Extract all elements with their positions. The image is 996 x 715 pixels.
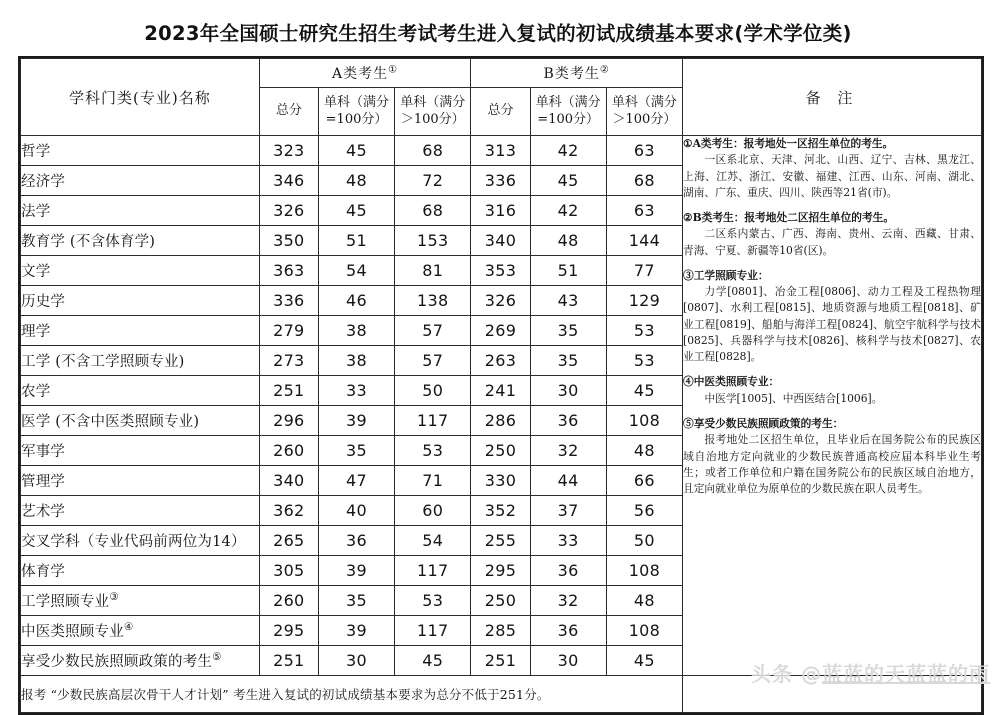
score-requirements-table — [20, 58, 982, 713]
cell-subject — [21, 376, 260, 406]
cell-b-single-eq100: 35 — [530, 346, 606, 376]
note-body: 一区系北京、天津、河北、山西、辽宁、吉林、黑龙江、上海、江苏、浙江、安徽、福建、江西、山东、河南、湖北、湖南、广东、重庆、四川、陕西等21省(市)。 — [683, 153, 981, 199]
cell-b-single-eq100: 30 — [530, 376, 606, 406]
header-subject-name: 学科门类(专业)名称 — [21, 59, 260, 136]
note-heading: ⑤享受少数民族照顾政策的考生： — [683, 416, 844, 430]
cell-a-single-eq100: 45 — [318, 196, 394, 226]
cell-subject — [21, 436, 260, 466]
cell-b-single-gt100: 56 — [606, 496, 682, 526]
cell-a-total: 296 — [259, 406, 318, 436]
cell-a-single-gt100: 138 — [395, 286, 471, 316]
subject-label: 理学 — [21, 324, 51, 340]
note-body: 二区系内蒙古、广西、海南、贵州、云南、西藏、甘肃、青海、宁夏、新疆等10省(区)。 — [683, 227, 981, 257]
cell-a-total: 273 — [259, 346, 318, 376]
cell-b-total: 255 — [471, 526, 530, 556]
subject-superscript: ③ — [109, 591, 119, 604]
cell-b-single-eq100: 42 — [530, 196, 606, 226]
note-heading: ③工学照顾专业： — [683, 268, 769, 282]
cell-a-total: 362 — [259, 496, 318, 526]
cell-a-single-eq100: 35 — [318, 436, 394, 466]
subject-label: 哲学 — [21, 144, 51, 160]
header-a-single-gt100-line1: 单科（满分 — [400, 95, 466, 111]
cell-b-single-eq100: 48 — [530, 226, 606, 256]
cell-a-single-gt100: 72 — [395, 166, 471, 196]
cell-b-single-eq100: 35 — [530, 316, 606, 346]
note-block — [683, 374, 981, 407]
subject-label: 中医类照顾专业 — [21, 624, 124, 640]
cell-b-single-gt100: 63 — [606, 136, 682, 166]
cell-b-total: 263 — [471, 346, 530, 376]
header-a-single-eq100 — [318, 88, 394, 136]
cell-a-single-eq100: 47 — [318, 466, 394, 496]
cell-b-total: 326 — [471, 286, 530, 316]
cell-subject — [21, 586, 260, 616]
cell-b-total: 313 — [471, 136, 530, 166]
cell-b-total: 295 — [471, 556, 530, 586]
watermark-handle: 蓝蓝的天蓝蓝的雨 — [822, 662, 990, 686]
cell-a-single-gt100: 60 — [395, 496, 471, 526]
header-b-single-eq100-line1: 单科（满分 — [535, 95, 601, 111]
cell-b-single-gt100: 108 — [606, 556, 682, 586]
header-remarks: 备 注 — [683, 59, 982, 136]
cell-b-single-eq100: 32 — [530, 586, 606, 616]
cell-b-single-gt100: 108 — [606, 616, 682, 646]
cell-subject — [21, 256, 260, 286]
cell-b-single-eq100: 37 — [530, 496, 606, 526]
cell-b-single-eq100: 33 — [530, 526, 606, 556]
table-header-row-groups — [21, 59, 982, 88]
cell-a-total: 251 — [259, 376, 318, 406]
cell-a-single-eq100: 30 — [318, 646, 394, 676]
cell-b-total: 250 — [471, 436, 530, 466]
cell-a-single-eq100: 45 — [318, 136, 394, 166]
subject-label: 体育学 — [21, 564, 66, 580]
header-a-single-gt100-line2: ＞100分） — [400, 111, 465, 127]
cell-b-single-eq100: 32 — [530, 436, 606, 466]
cell-subject — [21, 286, 260, 316]
cell-a-single-eq100: 54 — [318, 256, 394, 286]
cell-a-single-gt100: 117 — [395, 406, 471, 436]
header-b-single-eq100 — [530, 88, 606, 136]
cell-b-total: 241 — [471, 376, 530, 406]
table-body — [21, 136, 982, 676]
cell-a-single-eq100: 38 — [318, 316, 394, 346]
cell-b-single-gt100: 63 — [606, 196, 682, 226]
cell-a-single-gt100: 68 — [395, 136, 471, 166]
cell-a-single-gt100: 117 — [395, 616, 471, 646]
cell-a-single-gt100: 45 — [395, 646, 471, 676]
cell-a-single-eq100: 39 — [318, 406, 394, 436]
cell-b-total: 352 — [471, 496, 530, 526]
cell-a-total: 326 — [259, 196, 318, 226]
cell-a-total: 350 — [259, 226, 318, 256]
footer-note: 报考 “少数民族高层次骨干人才计划” 考生进入复试的初试成绩基本要求为总分不低于251分。 — [21, 676, 683, 713]
cell-a-total: 305 — [259, 556, 318, 586]
cell-b-total: 340 — [471, 226, 530, 256]
cell-a-single-eq100: 51 — [318, 226, 394, 256]
header-b-single-gt100 — [606, 88, 682, 136]
cell-a-single-gt100: 71 — [395, 466, 471, 496]
cell-b-single-eq100: 45 — [530, 166, 606, 196]
cell-a-total: 251 — [259, 646, 318, 676]
cell-a-single-gt100: 50 — [395, 376, 471, 406]
subject-label: 医学 (不含中医类照顾专业) — [21, 414, 200, 430]
cell-a-single-gt100: 53 — [395, 436, 471, 466]
cell-subject — [21, 526, 260, 556]
header-a-total: 总分 — [259, 88, 318, 136]
cell-b-single-gt100: 108 — [606, 406, 682, 436]
cell-b-single-gt100: 48 — [606, 586, 682, 616]
cell-b-total: 251 — [471, 646, 530, 676]
footer-spacer-cell — [683, 676, 982, 713]
cell-a-total: 346 — [259, 166, 318, 196]
table-header — [21, 59, 982, 136]
cell-a-total: 336 — [259, 286, 318, 316]
cell-b-single-gt100: 53 — [606, 346, 682, 376]
note-block — [683, 136, 981, 201]
header-group-b-superscript: ② — [599, 64, 610, 76]
cell-b-single-gt100: 144 — [606, 226, 682, 256]
cell-b-single-eq100: 36 — [530, 616, 606, 646]
cell-a-single-gt100: 53 — [395, 586, 471, 616]
cell-subject — [21, 136, 260, 166]
cell-a-single-eq100: 39 — [318, 616, 394, 646]
cell-a-total: 295 — [259, 616, 318, 646]
note-block — [683, 268, 981, 366]
subject-label: 教育学 (不含体育学) — [21, 234, 156, 250]
cell-b-single-eq100: 43 — [530, 286, 606, 316]
cell-a-total: 340 — [259, 466, 318, 496]
cell-b-total: 316 — [471, 196, 530, 226]
header-group-b — [471, 59, 683, 88]
cell-a-single-gt100: 153 — [395, 226, 471, 256]
watermark-prefix: 头条 @ — [751, 662, 822, 686]
cell-subject — [21, 196, 260, 226]
cell-b-single-eq100: 36 — [530, 556, 606, 586]
subject-label: 法学 — [21, 204, 51, 220]
cell-a-total: 265 — [259, 526, 318, 556]
cell-a-single-gt100: 81 — [395, 256, 471, 286]
header-group-a — [259, 59, 471, 88]
subject-label: 交叉学科（专业代码前两位为14） — [21, 534, 246, 550]
header-b-total: 总分 — [471, 88, 530, 136]
header-a-single-eq100-line2: =100分） — [325, 111, 388, 127]
cell-a-single-gt100: 117 — [395, 556, 471, 586]
cell-a-single-eq100: 36 — [318, 526, 394, 556]
subject-label: 军事学 — [21, 444, 66, 460]
note-block — [683, 210, 981, 259]
cell-b-single-gt100: 68 — [606, 166, 682, 196]
cell-subject — [21, 316, 260, 346]
cell-a-total: 260 — [259, 586, 318, 616]
cell-a-single-eq100: 38 — [318, 346, 394, 376]
cell-a-single-gt100: 54 — [395, 526, 471, 556]
note-heading: ①A类考生：报考地处一区招生单位的考生。 — [683, 137, 894, 150]
cell-subject — [21, 166, 260, 196]
cell-a-single-eq100: 48 — [318, 166, 394, 196]
cell-subject — [21, 406, 260, 436]
cell-b-single-gt100: 50 — [606, 526, 682, 556]
cell-b-single-eq100: 30 — [530, 646, 606, 676]
cell-a-single-gt100: 57 — [395, 316, 471, 346]
cell-b-total: 285 — [471, 616, 530, 646]
subject-label: 管理学 — [21, 474, 66, 490]
table-footer — [21, 676, 982, 713]
header-b-single-gt100-line2: ＞100分） — [612, 111, 677, 127]
header-a-single-gt100 — [395, 88, 471, 136]
subject-label: 工学 (不含工学照顾专业) — [21, 354, 185, 370]
cell-a-single-eq100: 40 — [318, 496, 394, 526]
cell-b-single-gt100: 48 — [606, 436, 682, 466]
cell-subject — [21, 466, 260, 496]
score-requirements-table-container — [18, 56, 984, 715]
footer-row — [21, 676, 982, 713]
cell-b-total: 250 — [471, 586, 530, 616]
note-block — [683, 416, 981, 497]
note-heading: ④中医类照顾专业： — [683, 375, 780, 389]
cell-b-single-gt100: 45 — [606, 376, 682, 406]
header-group-b-label: B类考生 — [543, 66, 600, 82]
subject-label: 工学照顾专业 — [21, 594, 110, 610]
notes-cell — [683, 136, 982, 676]
cell-b-single-eq100: 36 — [530, 406, 606, 436]
header-b-single-eq100-line2: =100分） — [537, 111, 600, 127]
cell-a-total: 323 — [259, 136, 318, 166]
cell-b-single-eq100: 44 — [530, 466, 606, 496]
cell-subject — [21, 646, 260, 676]
cell-subject — [21, 616, 260, 646]
cell-a-single-eq100: 39 — [318, 556, 394, 586]
cell-b-single-eq100: 51 — [530, 256, 606, 286]
note-body: 中医学[1005]、中西医结合[1006]。 — [704, 391, 883, 405]
subject-superscript: ④ — [123, 621, 134, 634]
cell-a-single-eq100: 35 — [318, 586, 394, 616]
subject-superscript: ⑤ — [212, 651, 222, 664]
note-body: 力学[0801]、冶金工程[0806]、动力工程及工程热物理[0807]、水利工程[0815]、地质资源与地质工程[0818]、矿业工程[0819]、船舶与海洋工程[0824]、航空宇航科学与技术[0825]、兵器科学与技术[0826]、核科学与技术[0827]、农业工程[0828]。 — [683, 285, 981, 364]
cell-b-total: 336 — [471, 166, 530, 196]
subject-label: 历史学 — [21, 294, 66, 310]
cell-b-single-gt100: 53 — [606, 316, 682, 346]
cell-subject — [21, 226, 260, 256]
subject-label: 农学 — [21, 384, 51, 400]
cell-b-single-gt100: 129 — [606, 286, 682, 316]
cell-a-single-gt100: 57 — [395, 346, 471, 376]
cell-b-single-eq100: 42 — [530, 136, 606, 166]
cell-subject — [21, 346, 260, 376]
note-body: 报考地处二区招生单位，且毕业后在国务院公布的民族区域自治地方定向就业的少数民族普通高校应届本科毕业生考生；或者工作单位和户籍在国务院公布的民族区域自治地方，且定向就业单位为原单位的少数民族在职人员考生。 — [683, 433, 981, 496]
header-group-a-label: A类考生 — [331, 66, 389, 82]
header-b-single-gt100-line1: 单科（满分 — [611, 95, 677, 111]
cell-b-total: 353 — [471, 256, 530, 286]
subject-label: 文学 — [21, 264, 51, 280]
cell-b-total: 330 — [471, 466, 530, 496]
cell-subject — [21, 496, 260, 526]
table-row — [21, 136, 982, 166]
cell-subject — [21, 556, 260, 586]
subject-label: 艺术学 — [21, 504, 66, 520]
cell-a-total: 363 — [259, 256, 318, 286]
cell-a-single-gt100: 68 — [395, 196, 471, 226]
cell-b-single-gt100: 77 — [606, 256, 682, 286]
cell-b-single-gt100: 45 — [606, 646, 682, 676]
cell-b-total: 286 — [471, 406, 530, 436]
cell-b-single-gt100: 66 — [606, 466, 682, 496]
header-a-single-eq100-line1: 单科（满分 — [324, 95, 390, 111]
header-group-a-superscript: ① — [388, 64, 399, 76]
cell-a-single-eq100: 46 — [318, 286, 394, 316]
note-heading: ②B类考生：报考地处二区招生单位的考生。 — [683, 211, 895, 225]
subject-label: 经济学 — [21, 174, 66, 190]
subject-label: 享受少数民族照顾政策的考生 — [21, 654, 213, 670]
cell-b-total: 269 — [471, 316, 530, 346]
cell-a-total: 279 — [259, 316, 318, 346]
cell-a-total: 260 — [259, 436, 318, 466]
page-title: 2023年全国硕士研究生招生考试考生进入复试的初试成绩基本要求(学术学位类) — [144, 22, 852, 45]
cell-a-single-eq100: 33 — [318, 376, 394, 406]
